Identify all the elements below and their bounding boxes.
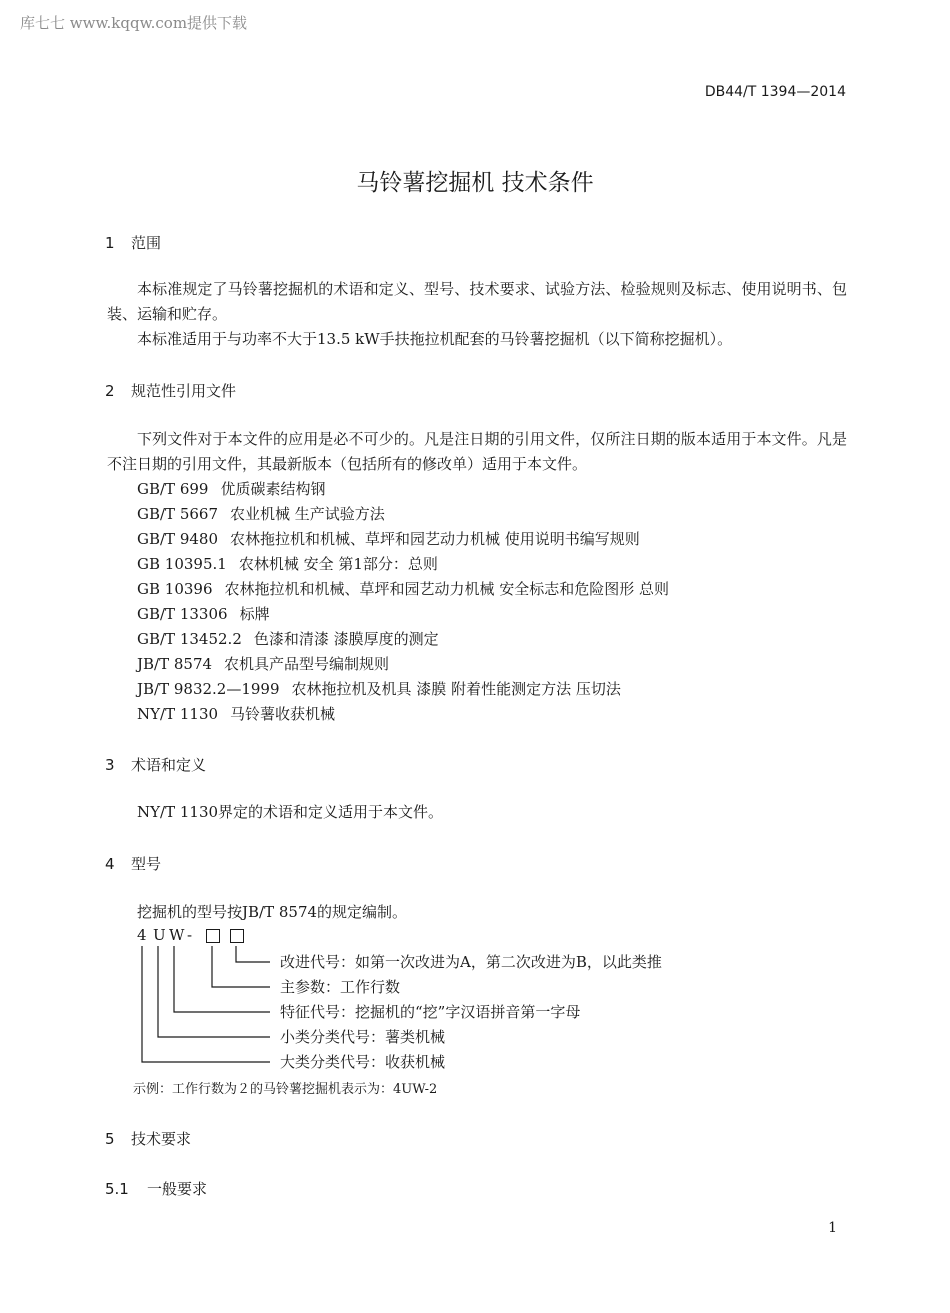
subsection-title: 一般要求 <box>147 1180 208 1198</box>
model-label-small-class: 小类分类代号：薯类机械 <box>280 1028 446 1046</box>
reference-code: GB 10395.1 <box>137 555 227 573</box>
section-title: 范围 <box>131 234 162 252</box>
example-label: 示例： <box>133 1082 173 1097</box>
reference-code: GB/T 13452.2 <box>137 630 242 648</box>
section-5-heading <box>105 1128 191 1149</box>
example-text: 工作行数为２的马铃薯挖掘机表示为：4UW-2 <box>172 1082 438 1097</box>
reference-title: 马铃薯收获机械 <box>230 705 336 723</box>
bracket-line <box>142 946 270 1062</box>
section-5-1-heading <box>105 1178 207 1199</box>
model-code-char: 4 <box>137 926 147 944</box>
bracket-line <box>236 946 270 962</box>
section-2-intro: 下列文件对于本文件的应用是必不可少的。凡是注日期的引用文件，仅所注日期的版本适用于本文件。凡是不注日期的引用文件，其最新版本（包括所有的修改单）适用于本文件。 <box>107 430 847 473</box>
reference-title: 色漆和清漆 漆膜厚度的测定 <box>253 630 439 648</box>
subsection-number: 5.1 <box>105 1180 129 1198</box>
watermark: 库七七 www.kqqw.com提供下载 <box>20 14 248 32</box>
document-number: DB44/T 1394—2014 <box>704 84 846 100</box>
reference-title: 农林机械 安全 第1部分：总则 <box>238 555 438 573</box>
reference-title: 优质碳素结构钢 <box>220 480 326 498</box>
model-example <box>133 1078 437 1097</box>
bracket-line <box>158 946 270 1037</box>
section-number: 4 <box>105 855 115 873</box>
section-title: 型号 <box>131 855 162 873</box>
model-label-improvement: 改进代号：如第一次改进为A，第二次改进为B，以此类推 <box>280 953 662 971</box>
section-title: 术语和定义 <box>131 756 207 774</box>
model-label-large-class: 大类分类代号：收获机械 <box>280 1053 446 1071</box>
model-label-characteristic: 特征代号：挖掘机的“挖”字汉语拼音第一字母 <box>280 1003 581 1021</box>
reference-title: 农林拖拉机和机械、草坪和园艺动力机械 安全标志和危险图形 总则 <box>224 580 670 598</box>
section-number: 1 <box>105 234 115 252</box>
section-1-paragraph-1: 本标准规定了马铃薯挖掘机的术语和定义、型号、技术要求、试验方法、检验规则及标志、使用说明书、包装、运输和贮存。 <box>107 280 847 323</box>
reference-code: GB/T 9480 <box>137 530 219 548</box>
model-code-char: - <box>187 926 193 944</box>
section-number: 5 <box>105 1130 115 1148</box>
section-1-paragraph-2: 本标准适用于与功率不大于13.5 kW手扶拖拉机配套的马铃薯挖掘机（以下简称挖掘机）。 <box>137 330 733 348</box>
reference-code: GB/T 5667 <box>137 505 219 523</box>
model-label-main-parameter: 主参数：工作行数 <box>280 978 401 996</box>
reference-code: NY/T 1130 <box>137 705 219 723</box>
bracket-line <box>174 946 270 1012</box>
reference-title: 农机具产品型号编制规则 <box>224 655 390 673</box>
reference-code: GB 10396 <box>137 580 213 598</box>
model-code-char: U <box>153 926 166 944</box>
reference-code: GB/T 13306 <box>137 605 228 623</box>
section-title: 规范性引用文件 <box>131 382 237 400</box>
section-4-paragraph: 挖掘机的型号按JB/T 8574的规定编制。 <box>137 903 408 921</box>
reference-title: 农林拖拉机及机具 漆膜 附着性能测定方法 压切法 <box>291 680 621 698</box>
section-number: 3 <box>105 756 115 774</box>
page-title: 马铃薯挖掘机 技术条件 <box>356 170 594 196</box>
page-number: 1 <box>828 1220 837 1236</box>
reference-code: JB/T 8574 <box>137 655 213 673</box>
bracket-line <box>212 946 270 987</box>
section-number: 2 <box>105 382 115 400</box>
reference-title: 标牌 <box>239 605 270 623</box>
reference-title: 农林拖拉机和机械、草坪和园艺动力机械 使用说明书编写规则 <box>230 530 640 548</box>
section-title: 技术要求 <box>131 1130 192 1148</box>
reference-title: 农业机械 生产试验方法 <box>230 505 385 523</box>
reference-code: JB/T 9832.2—1999 <box>137 680 280 698</box>
reference-code: GB/T 699 <box>137 480 209 498</box>
model-code-char: W <box>169 926 185 944</box>
section-3-paragraph: NY/T 1130界定的术语和定义适用于本文件。 <box>137 803 444 821</box>
